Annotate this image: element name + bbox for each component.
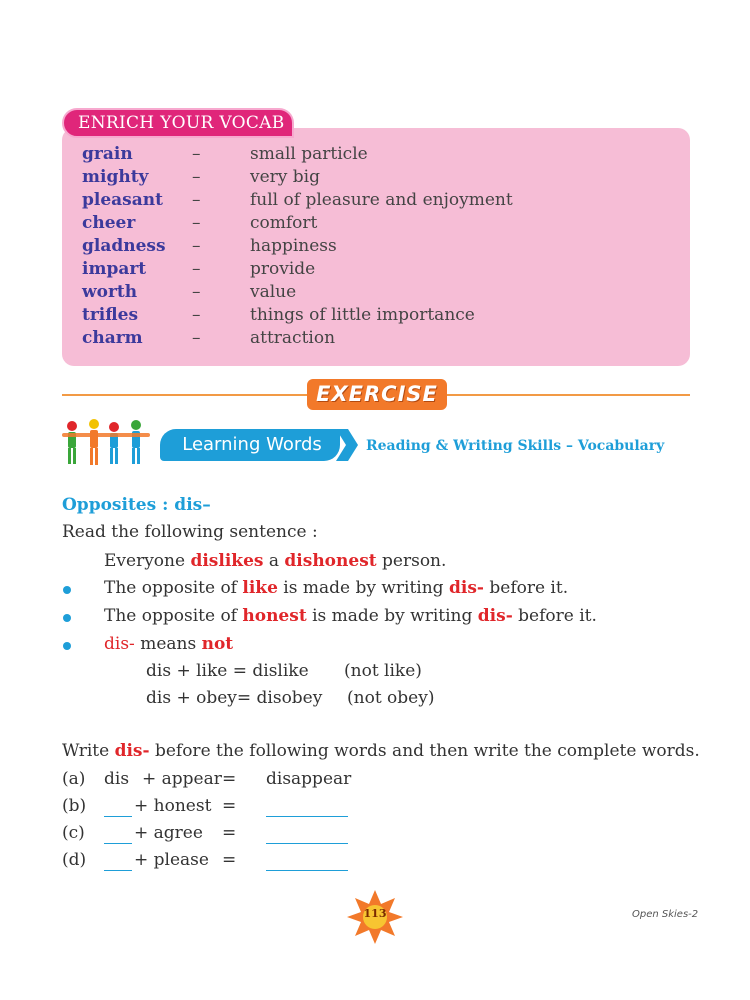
vocab-row <box>82 166 642 189</box>
row-word: + please <box>134 850 209 870</box>
prefix-blank[interactable] <box>104 827 132 844</box>
vocab-row <box>82 235 642 258</box>
vocab-dash: – <box>192 282 201 302</box>
example-note: (not like) <box>344 661 422 681</box>
bullet-text: dis- means not <box>104 634 234 654</box>
vocab-dash: – <box>192 167 201 187</box>
vocab-meaning: value <box>250 282 297 302</box>
example-note: (not obey) <box>347 688 435 708</box>
vocab-dash: – <box>192 236 201 256</box>
vocab-row <box>82 258 642 281</box>
vocab-word: trifles <box>82 305 139 325</box>
learning-words-banner: Learning Words <box>160 429 340 461</box>
row-label: (d) <box>62 850 87 870</box>
vocab-word: charm <box>82 328 143 348</box>
vocab-meaning: things of little importance <box>250 305 475 325</box>
vocab-word: impart <box>82 259 147 279</box>
vocab-meaning: very big <box>250 167 321 187</box>
opposites-heading: Opposites : dis– <box>62 495 211 515</box>
row-label: (b) <box>62 796 87 816</box>
exercise-banner: EXERCISE <box>307 379 447 410</box>
vocab-meaning: comfort <box>250 213 318 233</box>
row-word: + appear <box>142 769 222 789</box>
example-equation: dis + like = dislike <box>146 661 309 681</box>
row-equals: = <box>222 850 237 870</box>
vocab-title: ENRICH YOUR VOCAB <box>62 108 294 138</box>
vocab-dash: – <box>192 190 201 210</box>
vocab-dash: – <box>192 213 201 233</box>
intro-text: Read the following sentence : <box>62 522 318 542</box>
book-title: Open Skies-2 <box>632 909 699 920</box>
vocab-meaning: small particle <box>250 144 368 164</box>
example-equation: dis + obey= disobey <box>146 688 323 708</box>
vocab-dash: – <box>192 144 201 164</box>
vocab-meaning: full of pleasure and enjoyment <box>250 190 513 210</box>
answer-blank[interactable] <box>266 827 348 844</box>
row-label: (c) <box>62 823 85 843</box>
vocab-row <box>82 327 642 350</box>
vocab-meaning: attraction <box>250 328 336 348</box>
bullet <box>63 586 71 594</box>
bullet <box>63 614 71 622</box>
vocab-row <box>82 281 642 304</box>
row-answer: disappear <box>266 769 352 789</box>
vocab-word: worth <box>82 282 138 302</box>
row-word: + agree <box>134 823 203 843</box>
prefix-blank[interactable] <box>104 800 132 817</box>
vocab-dash: – <box>192 305 201 325</box>
vocab-word: mighty <box>82 167 149 187</box>
answer-blank[interactable] <box>266 800 348 817</box>
vocab-word: cheer <box>82 213 136 233</box>
row-equals: = <box>222 823 237 843</box>
vocab-word: pleasant <box>82 190 163 210</box>
example-sentence: Everyone dislikes a dishonest person. <box>104 551 447 571</box>
vocab-dash: – <box>192 328 201 348</box>
row-equals: = <box>222 796 237 816</box>
arrow-icon <box>336 429 358 461</box>
row-prefix: dis <box>104 769 130 789</box>
task-instruction: Write dis- before the following words and then write the complete words. <box>62 741 700 761</box>
bullet-text: The opposite of honest is made by writing dis- before it. <box>104 606 597 626</box>
vocab-row <box>82 304 642 327</box>
answer-blank[interactable] <box>266 854 348 871</box>
page-number: 113 <box>363 907 387 920</box>
bullet <box>63 642 71 650</box>
row-equals: = <box>222 769 237 789</box>
prefix-blank[interactable] <box>104 854 132 871</box>
vocab-meaning: happiness <box>250 236 337 256</box>
vocab-row <box>82 189 642 212</box>
bullet-text: The opposite of like is made by writing dis- before it. <box>104 578 569 598</box>
vocab-row <box>82 143 642 166</box>
skills-subtitle: Reading & Writing Skills – Vocabulary <box>366 438 665 454</box>
vocab-row <box>82 212 642 235</box>
vocab-dash: – <box>192 259 201 279</box>
children-icon <box>62 418 152 466</box>
vocab-word: gladness <box>82 236 166 256</box>
vocab-meaning: provide <box>250 259 316 279</box>
vocab-word: grain <box>82 144 133 164</box>
vocab-list <box>82 143 642 350</box>
row-word: + honest <box>134 796 212 816</box>
row-label: (a) <box>62 769 86 789</box>
